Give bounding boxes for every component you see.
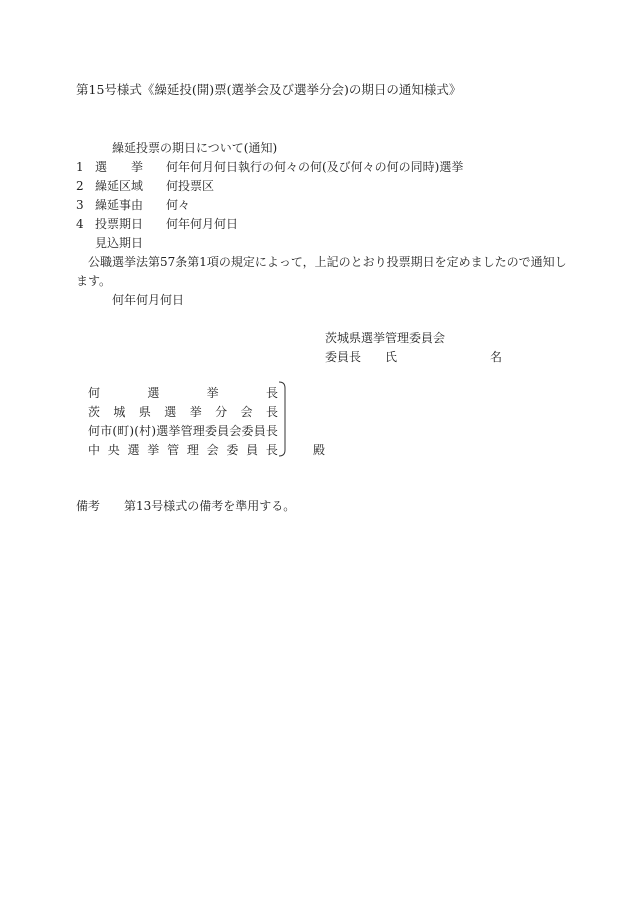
sender-name-mei: 名	[490, 350, 503, 364]
honorific: 殿	[313, 443, 326, 457]
recipient-3: 何 市 ( 町 ) ( 村 ) 選 挙 管 理 委 員 会 委 員 長	[88, 424, 278, 438]
recipient-1: 何 選 挙 長	[88, 386, 278, 400]
note-label: 備考	[76, 499, 101, 513]
recipients-bracket-icon	[278, 381, 288, 457]
item-value-1: 何年何月何日執行の何々の何(及び何々の何の同時)選挙	[166, 160, 464, 174]
notice-date: 何年何月何日	[112, 293, 185, 307]
recipient-4: 中 央 選 挙 管 理 会 委 員 長	[88, 443, 278, 457]
sender-title: 委員長	[325, 350, 362, 364]
item-number-3: 3	[76, 198, 84, 212]
form-title: 第15号様式《繰延投(開)票(選挙会及び選挙分会)の期日の通知様式》	[76, 82, 462, 97]
item-value-2: 何投票区	[166, 179, 215, 193]
item-number-1: 1	[76, 160, 84, 174]
recipient-2: 茨 城 県 選 挙 分 会 長	[88, 405, 278, 419]
item-value-3: 何々	[166, 198, 191, 212]
body-paragraph-line-1: 公職選挙法第57条第1項の規定によって，上記のとおり投票期日を定めましたので通知し	[88, 255, 567, 269]
item-number-2: 2	[76, 179, 84, 193]
sender-organization: 茨城県選挙管理委員会	[325, 331, 446, 345]
note-text: 第13号様式の備考を準用する。	[124, 499, 296, 513]
item-value-4: 何年何月何日	[166, 217, 239, 231]
item-label-4: 投票期日	[95, 217, 144, 231]
item-number-4: 4	[76, 217, 84, 231]
item-4-sub-label: 見込期日	[95, 236, 144, 250]
body-paragraph-line-2: ます。	[76, 274, 112, 288]
notice-subject: 繰延投票の期日について(通知)	[112, 141, 278, 155]
item-label-2: 繰延区域	[95, 179, 144, 193]
item-label-1: 選 挙	[95, 160, 144, 174]
sender-name-shi: 氏	[385, 350, 398, 364]
item-label-3: 繰延事由	[95, 198, 144, 212]
